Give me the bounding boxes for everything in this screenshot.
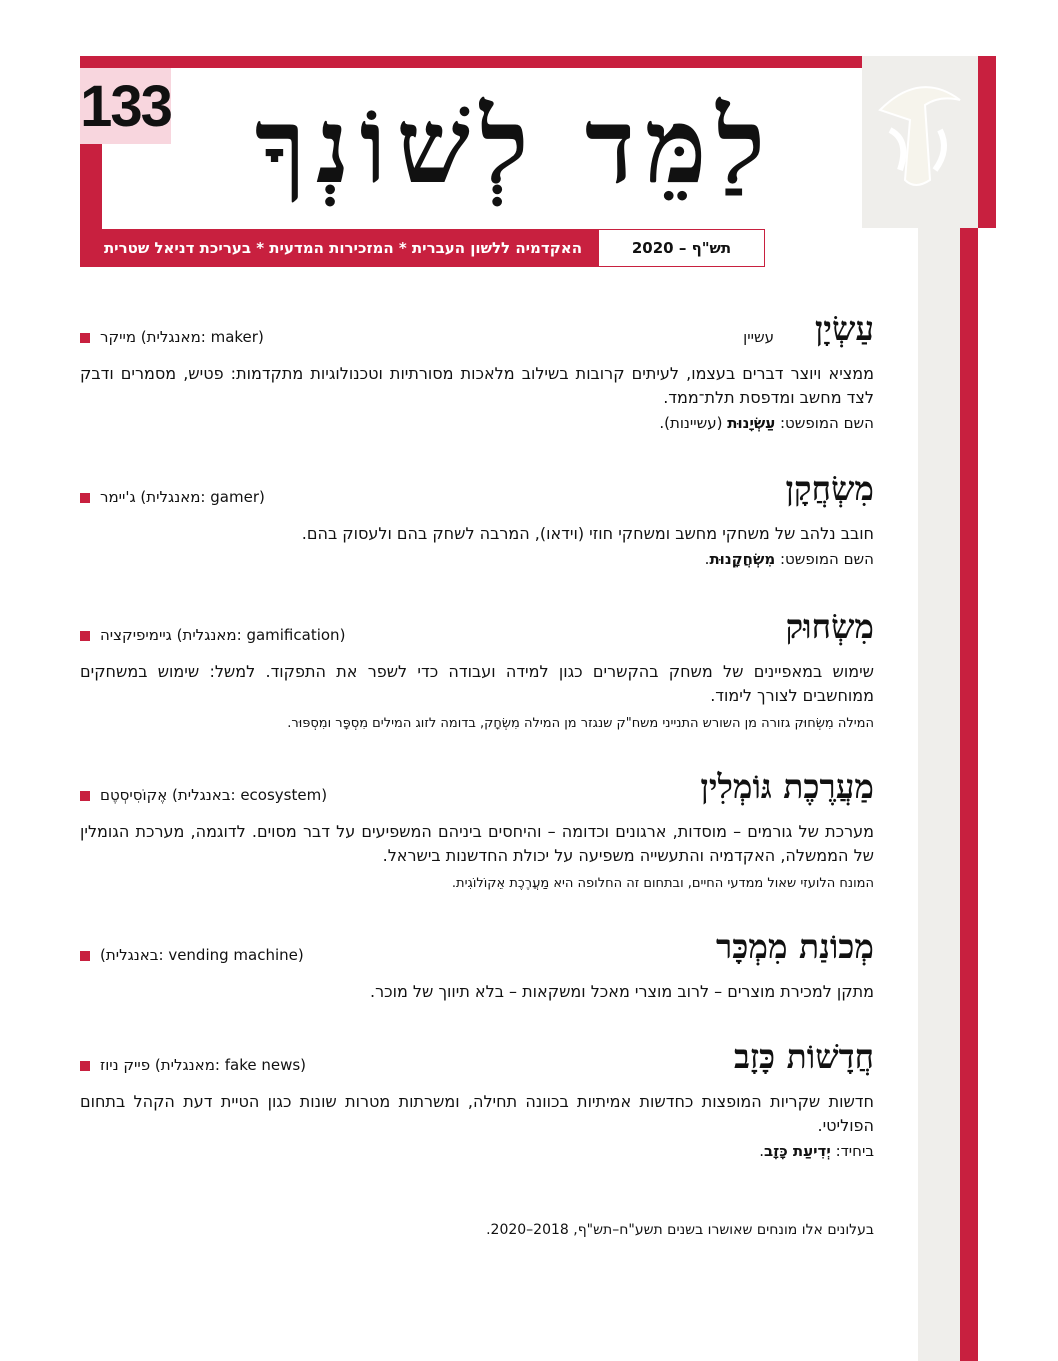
entry-ecosystem xyxy=(80,766,874,894)
entry-english: (maker :מאנגלית) מייקר xyxy=(80,328,264,346)
issue-number: 133 xyxy=(80,68,171,144)
entry-term: עַשְׂיָן xyxy=(814,309,874,348)
entry-fake-news xyxy=(80,1036,874,1162)
bullet-square-icon xyxy=(80,631,90,641)
entry-term: מַעֲרֶכֶת גּוֹמְלִין xyxy=(700,767,874,806)
bullet-square-icon xyxy=(80,493,90,503)
entry-vending-machine xyxy=(80,926,874,1004)
bullet-square-icon xyxy=(80,791,90,801)
entry-term: מִשְׂחוּק xyxy=(785,607,874,646)
entry-note: המונח הלועזי שאול ממדעי החיים, ובתחום זה החלופה היא מַעֲרֶכֶת אֵקוֹלוֹגִית. xyxy=(451,876,874,891)
entry-english: (ecosystem :באנגלית) אֶקוֹסִיסְטֶם xyxy=(80,786,327,804)
entry-term: מִשְׂחֲקָן xyxy=(785,469,874,508)
entry-abstract-noun: השם המופשט: עַשְׂיָנוּת (עשיינות). xyxy=(659,414,874,432)
side-bar-red-lower xyxy=(960,228,978,1361)
side-bar-red-top xyxy=(978,56,996,228)
entry-gamification xyxy=(80,606,874,734)
entry-english: (fake news :מאנגלית) פייק ניוז xyxy=(80,1056,306,1074)
entry-english: (gamification :מאנגלית) גיימיפיקציה xyxy=(80,626,345,644)
entry-term: מְכוֹנַת מִמְכָּר xyxy=(716,927,874,966)
entry-note: המילה מִשְׂחוּק גזורה מן השורש התנייני משח"ק שנגזר מן המילה מִשְׂחָק, בדומה לזוג המילים מִסְפָּר ומִסְפּוּר. xyxy=(287,716,874,731)
entry-term: חֲדָשׁוֹת כָּזָב xyxy=(733,1037,874,1076)
academy-logo-icon xyxy=(870,70,970,220)
entry-definition: ממציא ויוצר דברים בעצמו, לעיתים קרובות בשילוב מלאכות מסורתיות וטכנולוגיות מתקדמות: פטיש, מסמרים ודבק לצד מחשב ומדפסת תלת־ממד. xyxy=(80,364,874,407)
bullet-square-icon xyxy=(80,333,90,343)
entry-english: (gamer :מאנגלית) ג'יימר xyxy=(80,488,265,506)
entry-maker xyxy=(80,308,874,434)
entry-definition: מערכת של גורמים – מוסדות, ארגונים וכדומה – והיחסים ביניהם המשפיעים על דבר מסוים. לדוגמה, מערכת הגומלין של הממשלה, האקדמיה והתעשייה משפיעה על יכולת החדשנות בישראל. xyxy=(80,822,874,865)
entry-foreign: עשיין xyxy=(743,328,774,346)
entry-english: (vending machine :באנגלית) xyxy=(80,946,304,964)
year-label: תש"ף – 2020 xyxy=(598,229,765,267)
entry-definition: חובב נלהב של משחקי מחשב ומשחקי חוזי (וידאו), המרבה לשחק בהם ולעסוק בהם. xyxy=(301,524,874,543)
entry-definition: מתקן למכירת מוצרים – לרוב מוצרי מאכל ומשקאות – בלא תיווך של מוכר. xyxy=(370,982,874,1001)
masthead-title: לַמֵּד לְשׁוֹנְךָ xyxy=(254,83,776,207)
bullet-square-icon xyxy=(80,951,90,961)
bullet-square-icon xyxy=(80,1061,90,1071)
entry-definition: שימוש במאפיינים של משחק בהקשרים כגון למידה ועבודה כדי לשפר את התפקוד. למשל: שימוש במשחקים ממוחשבים לצורך לימוד. xyxy=(80,662,874,705)
header-frame-top xyxy=(80,56,862,68)
entry-abstract-noun: השם המופשט: מִשְׂחֲקָנוּת. xyxy=(704,550,874,568)
entry-definition: חדשות שקריות המופצות כחדשות אמיתיות בכוונה תחילה, ומשרתות מטרות שונות כגון הטיית דעת הקהל בתחום הפוליטי. xyxy=(80,1092,874,1135)
footer-note: בעלונים אלו מונחים שאושרו בשנים תשע"ח–תש"ף, 2018–2020. xyxy=(486,1222,874,1238)
entry-singular: ביחיד: יְדִיעַת כָּזָב. xyxy=(759,1142,874,1160)
publisher-strip: האקדמיה ללשון העברית * המזכירות המדעית * בעריכת דניאל שטרית xyxy=(80,229,598,267)
entry-gamer xyxy=(80,468,874,570)
